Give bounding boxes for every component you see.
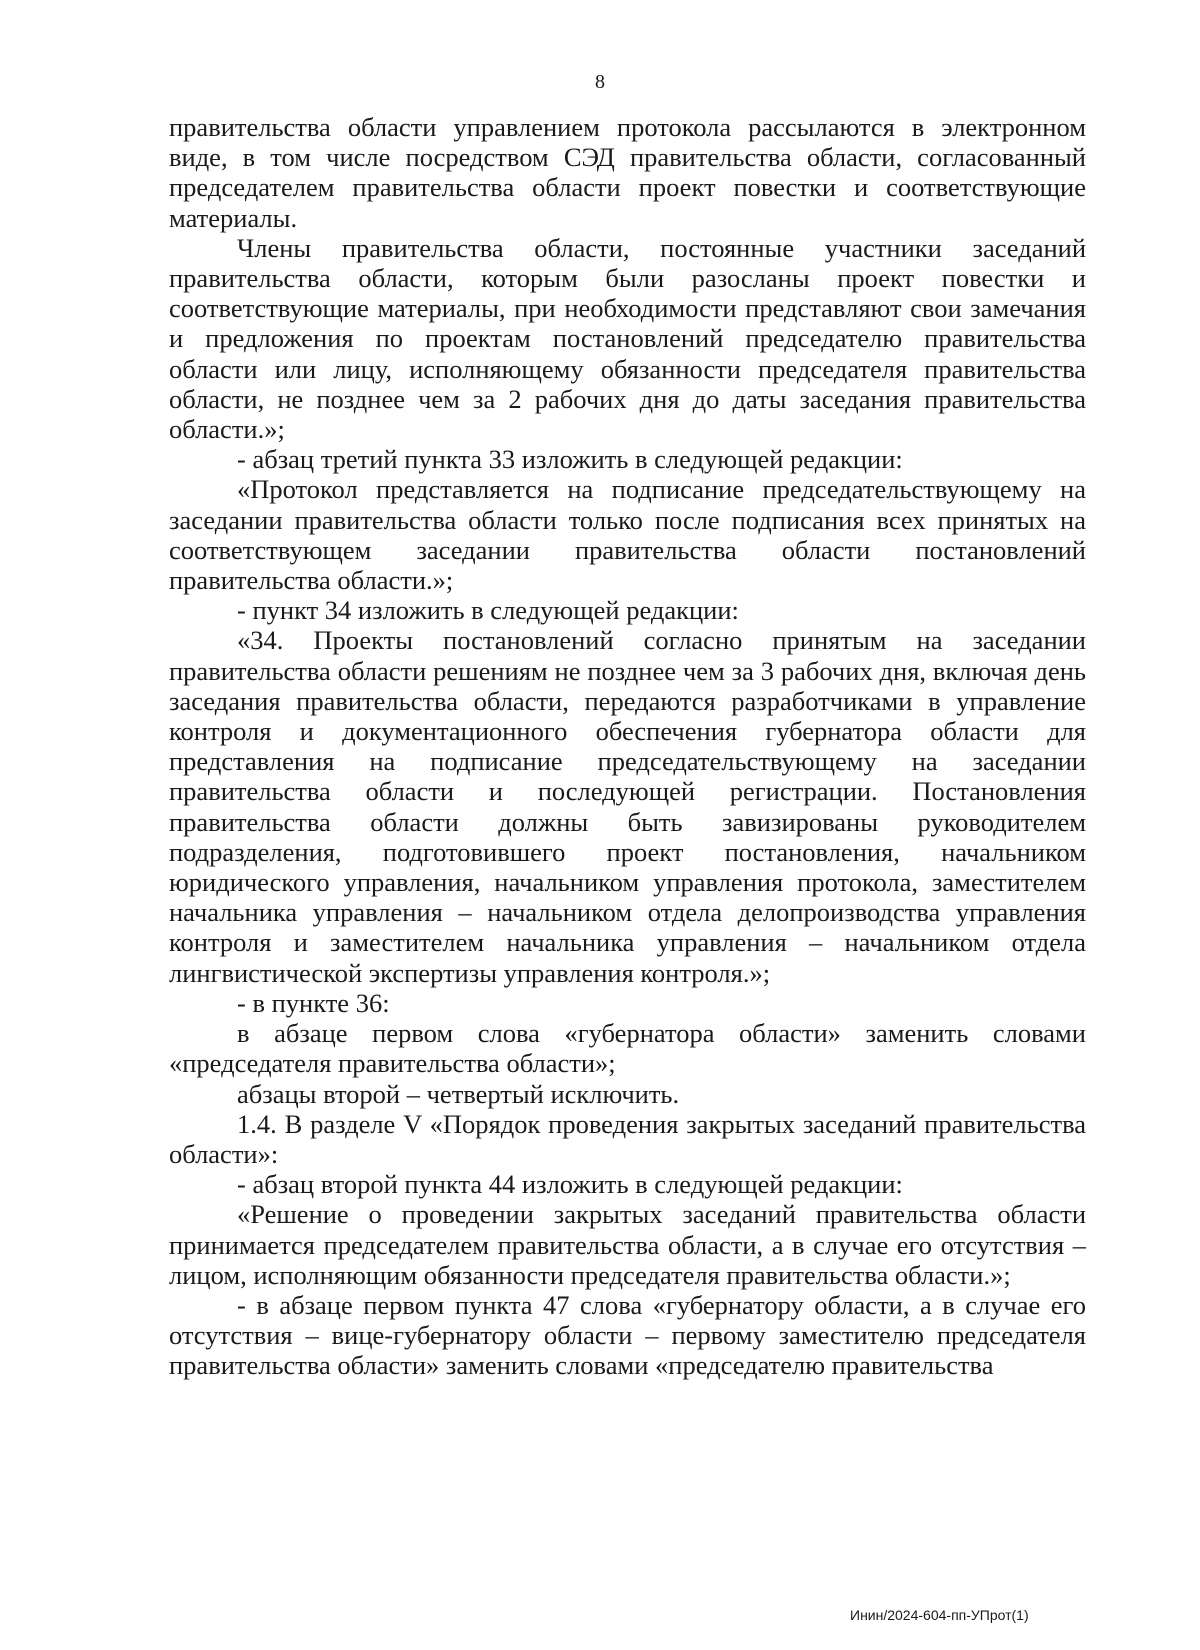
page-number: 8 [595,71,605,93]
document-paragraph: «Протокол представляется на подписание председательствующему на заседании правительства области только после подписания всех принятых на соответствующем заседании правительства области постановлений правительства области.»; [169,474,1086,596]
document-paragraph: «Решение о проведении закрытых заседаний правительства области принимается председателем правительства области, а в случае его отсутствия – лицом, исполняющим обязанности председателя правительства области.»; [169,1199,1086,1290]
document-paragraph: - пункт 34 изложить в следующей редакции: [237,595,739,626]
document-paragraph: Члены правительства области, постоянные участники заседаний правительства области, которым были разосланы проект повестки и соответствующие материалы, при необходимости представляют свои замечания и предложения по проектам постановлений председателю правительства области или лицу, исполняющему обязанности председателя правительства области, не позднее чем за 2 рабочих дня до даты заседания правительства области.»; [169,232,1086,445]
document-paragraph: абзацы второй – четвертый исключить. [237,1078,680,1109]
document-body [169,112,1086,1381]
document-paragraph: - абзац третий пункта 33 изложить в следующей редакции: [237,444,903,475]
document-paragraph: - в абзаце первом пункта 47 слова «губернатору области, а в случае его отсутствия – вице-губернатору области – первому заместителю председателя правительства области» заменить словами «председателю правительства [169,1289,1086,1381]
document-paragraph: - абзац второй пункта 44 изложить в следующей редакции: [237,1169,903,1200]
document-paragraph: «34. Проекты постановлений согласно принятым на заседании правительства области решениям не позднее чем за 3 рабочих дня, включая день заседания правительства области, передаются разработчиками в управление контроля и документационного обеспечения губернатора области для представления на подписание председательствующему на заседании правительства области и последующей регистрации. Постановления правительства области должны быть завизированы руководителем подразделения, подготовившего проект постановления, начальником юридического управления, начальником управления протокола, заместителем начальника управления – начальником отдела делопроизводства управления контроля и заместителем начальника управления – начальником отдела лингвистической экспертизы управления контроля.»; [169,625,1086,988]
document-paragraph: - в пункте 36: [237,987,390,1018]
document-paragraph: в абзаце первом слова «губернатора области» заменить словами «председателя правительства области»; [169,1018,1086,1079]
document-footer-code: Инин/2024-604-пп-УПрот(1) [850,1607,1029,1623]
document-paragraph: правительства области управлением протокола рассылаются в электронном виде, в том числе посредством СЭД правительства области, согласованный председателем правительства области проект повестки и соответствующие материалы. [169,112,1086,233]
document-paragraph: 1.4. В разделе V «Порядок проведения закрытых заседаний правительства области»: [169,1108,1086,1169]
